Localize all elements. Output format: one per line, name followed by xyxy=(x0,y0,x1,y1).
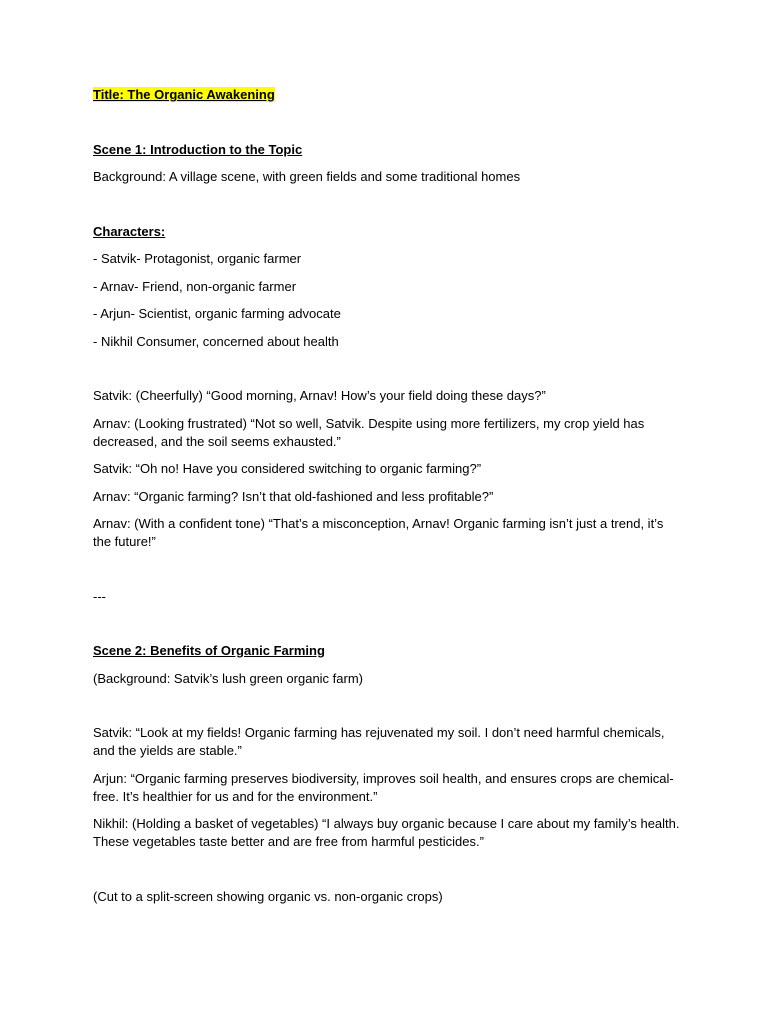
document-title xyxy=(93,86,683,104)
blank-line xyxy=(93,196,683,223)
scene-2-heading: Scene 2: Benefits of Organic Farming xyxy=(93,643,325,658)
dialogue-line: Satvik: “Look at my fields! Organic farming has rejuvenated my soil. I don’t need harmful chemicals, and the yields are stable.” xyxy=(93,725,665,758)
character-item: - Arnav- Friend, non-organic farmer xyxy=(93,278,297,294)
document-body xyxy=(93,86,683,915)
character-item: - Arjun- Scientist, organic farming advocate xyxy=(93,306,341,321)
scene-separator: --- xyxy=(93,588,106,604)
blank-line xyxy=(93,114,683,141)
characters-heading: Characters: xyxy=(93,223,166,239)
character-item: - Satvik- Protagonist, organic farmer xyxy=(93,251,302,266)
character-item: - Nikhil Consumer, concerned about health xyxy=(93,333,339,349)
scene-1-heading: Scene 1: Introduction to the Topic xyxy=(93,141,303,157)
dialogue-line: Arnav: “Organic farming? Isn’t that old-fashioned and less profitable?” xyxy=(93,488,494,504)
blank-line xyxy=(93,561,683,588)
dialogue-line: Satvik: (Cheerfully) “Good morning, Arnav! How’s your field doing these days?” xyxy=(93,388,546,403)
blank-line xyxy=(93,360,683,387)
dialogue-line: Arnav: (Looking frustrated) “Not so well, Satvik. Despite using more fertilizers, my crop yield has decreased, and the soil seems exhausted.” xyxy=(93,415,645,449)
dialogue-line: Nikhil: (Holding a basket of vegetables) “I always buy organic because I care about my family’s health. These vegetables taste better and are free from harmful pesticides.” xyxy=(93,816,680,849)
title-highlight: Title: The Organic Awakening xyxy=(93,87,275,102)
dialogue-line: Arnav: (With a confident tone) “That’s a misconception, Arnav! Organic farming isn’t just a trend, it’s the future!” xyxy=(93,516,664,549)
blank-line xyxy=(93,861,683,888)
stage-direction: (Cut to a split-screen showing organic vs. non-organic crops) xyxy=(93,888,443,904)
blank-line xyxy=(93,615,683,642)
scene-2-background: (Background: Satvik’s lush green organic farm) xyxy=(93,670,363,686)
dialogue-line: Arjun: “Organic farming preserves biodiversity, improves soil health, and ensures crops are chemical-free. It’s healthier for us and for the environment.” xyxy=(93,770,674,804)
dialogue-line: Satvik: “Oh no! Have you considered switching to organic farming?” xyxy=(93,461,482,476)
scene-1-background: Background: A village scene, with green fields and some traditional homes xyxy=(93,169,521,184)
blank-line xyxy=(93,697,683,724)
